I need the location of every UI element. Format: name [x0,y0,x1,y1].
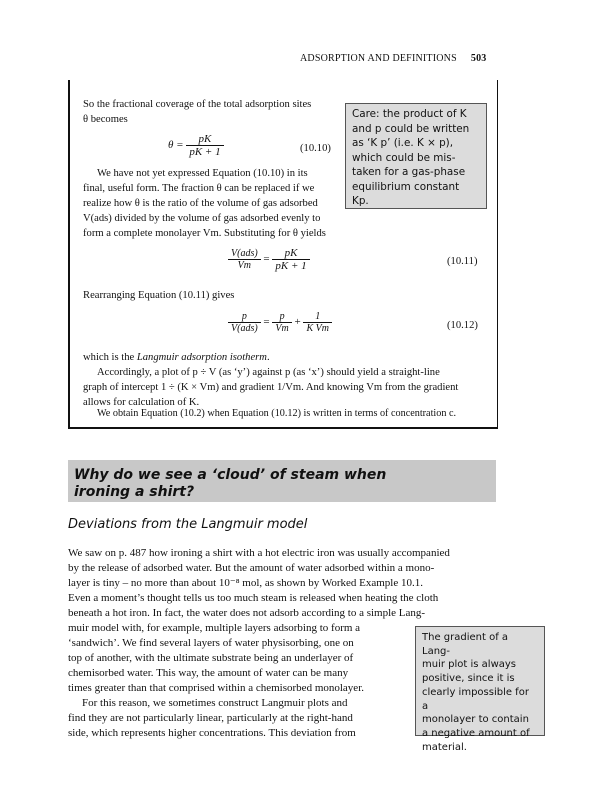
body-line-8: top of another, with the ultimate substrate being an underlayer of [68,652,354,664]
subsection-title: Deviations from the Langmuir model [68,517,308,532]
eq-10-12-term2-numerator: 1 [303,311,332,323]
eq-10-10-lhs: θ = [168,139,184,152]
body-line-12: find they are not particularly linear, particularly at the right-hand [68,712,353,724]
care-note-line: Kp. [352,195,369,207]
box-para1-line-2: final, useful form. The fraction θ can be replaced if we [83,183,315,194]
body-line-9: chemisorbed water. This way, the amount of water can be many [68,667,349,679]
isotherm-line-prefix: which is the [83,352,137,363]
eq-10-10-denominator: pK + 1 [189,146,221,158]
care-note-line: equilibrium constant [352,180,460,193]
box-para1-line-1: We have not yet expressed Equation (10.10) in its [97,168,308,179]
box-intro-line-2: θ becomes [83,114,128,125]
care-note-line: as ‘K p’ (i.e. K × p), [352,137,454,149]
gradient-note-line: a negative amount of [422,727,530,739]
body-line-1: We saw on p. 487 how ironing a shirt with a hot electric iron was usually accompanied [68,547,450,559]
body-line-2: by the release of adsorbed water. But the amount of water adsorbed within a mono- [68,562,435,574]
eq-10-12-label: (10.12) [447,320,478,331]
gradient-note-line: clearly impossible for a [422,686,529,712]
eq-10-12-lhs-denominator: V(ads) [231,323,258,334]
isotherm-line [83,350,270,366]
eq-10-12-term1-denominator: Vm [275,323,289,334]
box-para1-line-5: form a complete monolayer Vm. Substituting for θ yields [83,228,326,239]
box-para2-line-2: graph of intercept 1 ÷ (K × Vm) and gradient 1/Vm. And knowing Vm from the gradient [83,382,459,393]
box-para2-line-3: allows for calculation of K. [83,397,200,408]
gradient-note-line: positive, since it is [422,673,515,685]
rearranging-line: Rearranging Equation (10.11) gives [83,290,235,301]
body-line-6: muir model with, for example, multiple layers adsorbing to form a [68,622,361,634]
eq-10-10-numerator: pK [186,133,223,146]
eq-10-11-rhs-numerator: pK [272,247,309,260]
equation-10-10 [168,133,224,158]
body-line-4: Even a moment’s thought tells us too much steam is released when heating the cloth [68,592,439,604]
eq-10-11-label: (10.11) [447,256,478,267]
eq-10-11-rhs-denominator: pK + 1 [275,260,307,272]
body-line-11: For this reason, we sometimes construct Langmuir plots and [82,697,348,709]
care-note [345,103,487,209]
gradient-note [415,626,545,753]
body-line-5: beneath a hot iron. In fact, the water does not adsorb according to a simple Lang- [68,607,426,619]
isotherm-line-period: . [266,352,270,363]
equation-10-11 [228,247,310,272]
box-para3: We obtain Equation (10.2) when Equation (10.12) is written in terms of concentration c. [97,408,457,419]
care-note-line: and p could be written [352,122,470,135]
eq-10-12-lhs-numerator: p [228,311,261,323]
page-number: 503 [470,53,487,64]
eq-10-11-lhs-denominator: Vm [237,260,251,271]
gradient-note-line: muir plot is always [422,659,516,671]
eq-10-12-plus: + [294,316,301,329]
isotherm-name: Langmuir adsorption isotherm [136,352,267,363]
gradient-note-line: monolayer to contain [422,714,529,726]
eq-10-11-equals: = [263,253,270,266]
eq-10-12-term1-numerator: p [272,311,291,323]
running-header [300,53,500,64]
box-para1-line-3: realize how θ is the ratio of the volume of gas adsorbed [83,198,318,209]
eq-10-12-term2-denominator: K Vm [306,323,329,334]
eq-10-11-lhs-numerator: V(ads) [228,248,261,260]
box-intro-line-1: So the fractional coverage of the total adsorption sites [83,99,312,110]
care-note-line: which could be mis- [352,151,456,164]
box-para1-line-4: V(ads) divided by the volume of gas adsorbed evenly to [83,213,321,224]
section-title-line-1: Why do we see a ‘cloud’ of steam when [74,467,387,483]
body-line-13: side, which represents higher concentrations. This deviation from [68,727,356,739]
body-line-3: layer is tiny – no more than about 10⁻⁸ mol, as shown by Worked Example 10.1. [68,577,423,589]
eq-10-10-label: (10.10) [300,143,331,154]
care-note-line: taken for a gas-phase [352,166,466,178]
equation-10-12 [228,311,332,334]
eq-10-12-equals: = [263,316,270,329]
body-line-7: ‘sandwich’. We find several layers of water physisorbing, one on [68,637,354,649]
section-title-line-2: ironing a shirt? [74,484,195,500]
gradient-note-line: The gradient of a Lang- [422,632,509,657]
running-header-title: ADSORPTION AND DEFINITIONS [300,53,457,64]
box-para2-line-1: Accordingly, a plot of p ÷ V (as ‘y’) against p (as ‘x’) should yield a straight-line [97,367,440,378]
section-title [68,460,496,502]
care-note-line: Care: the product of K [352,108,467,120]
body-line-10: times greater than that comprised within a chemisorbed monolayer. [68,682,364,694]
gradient-note-line: material. [422,741,467,753]
